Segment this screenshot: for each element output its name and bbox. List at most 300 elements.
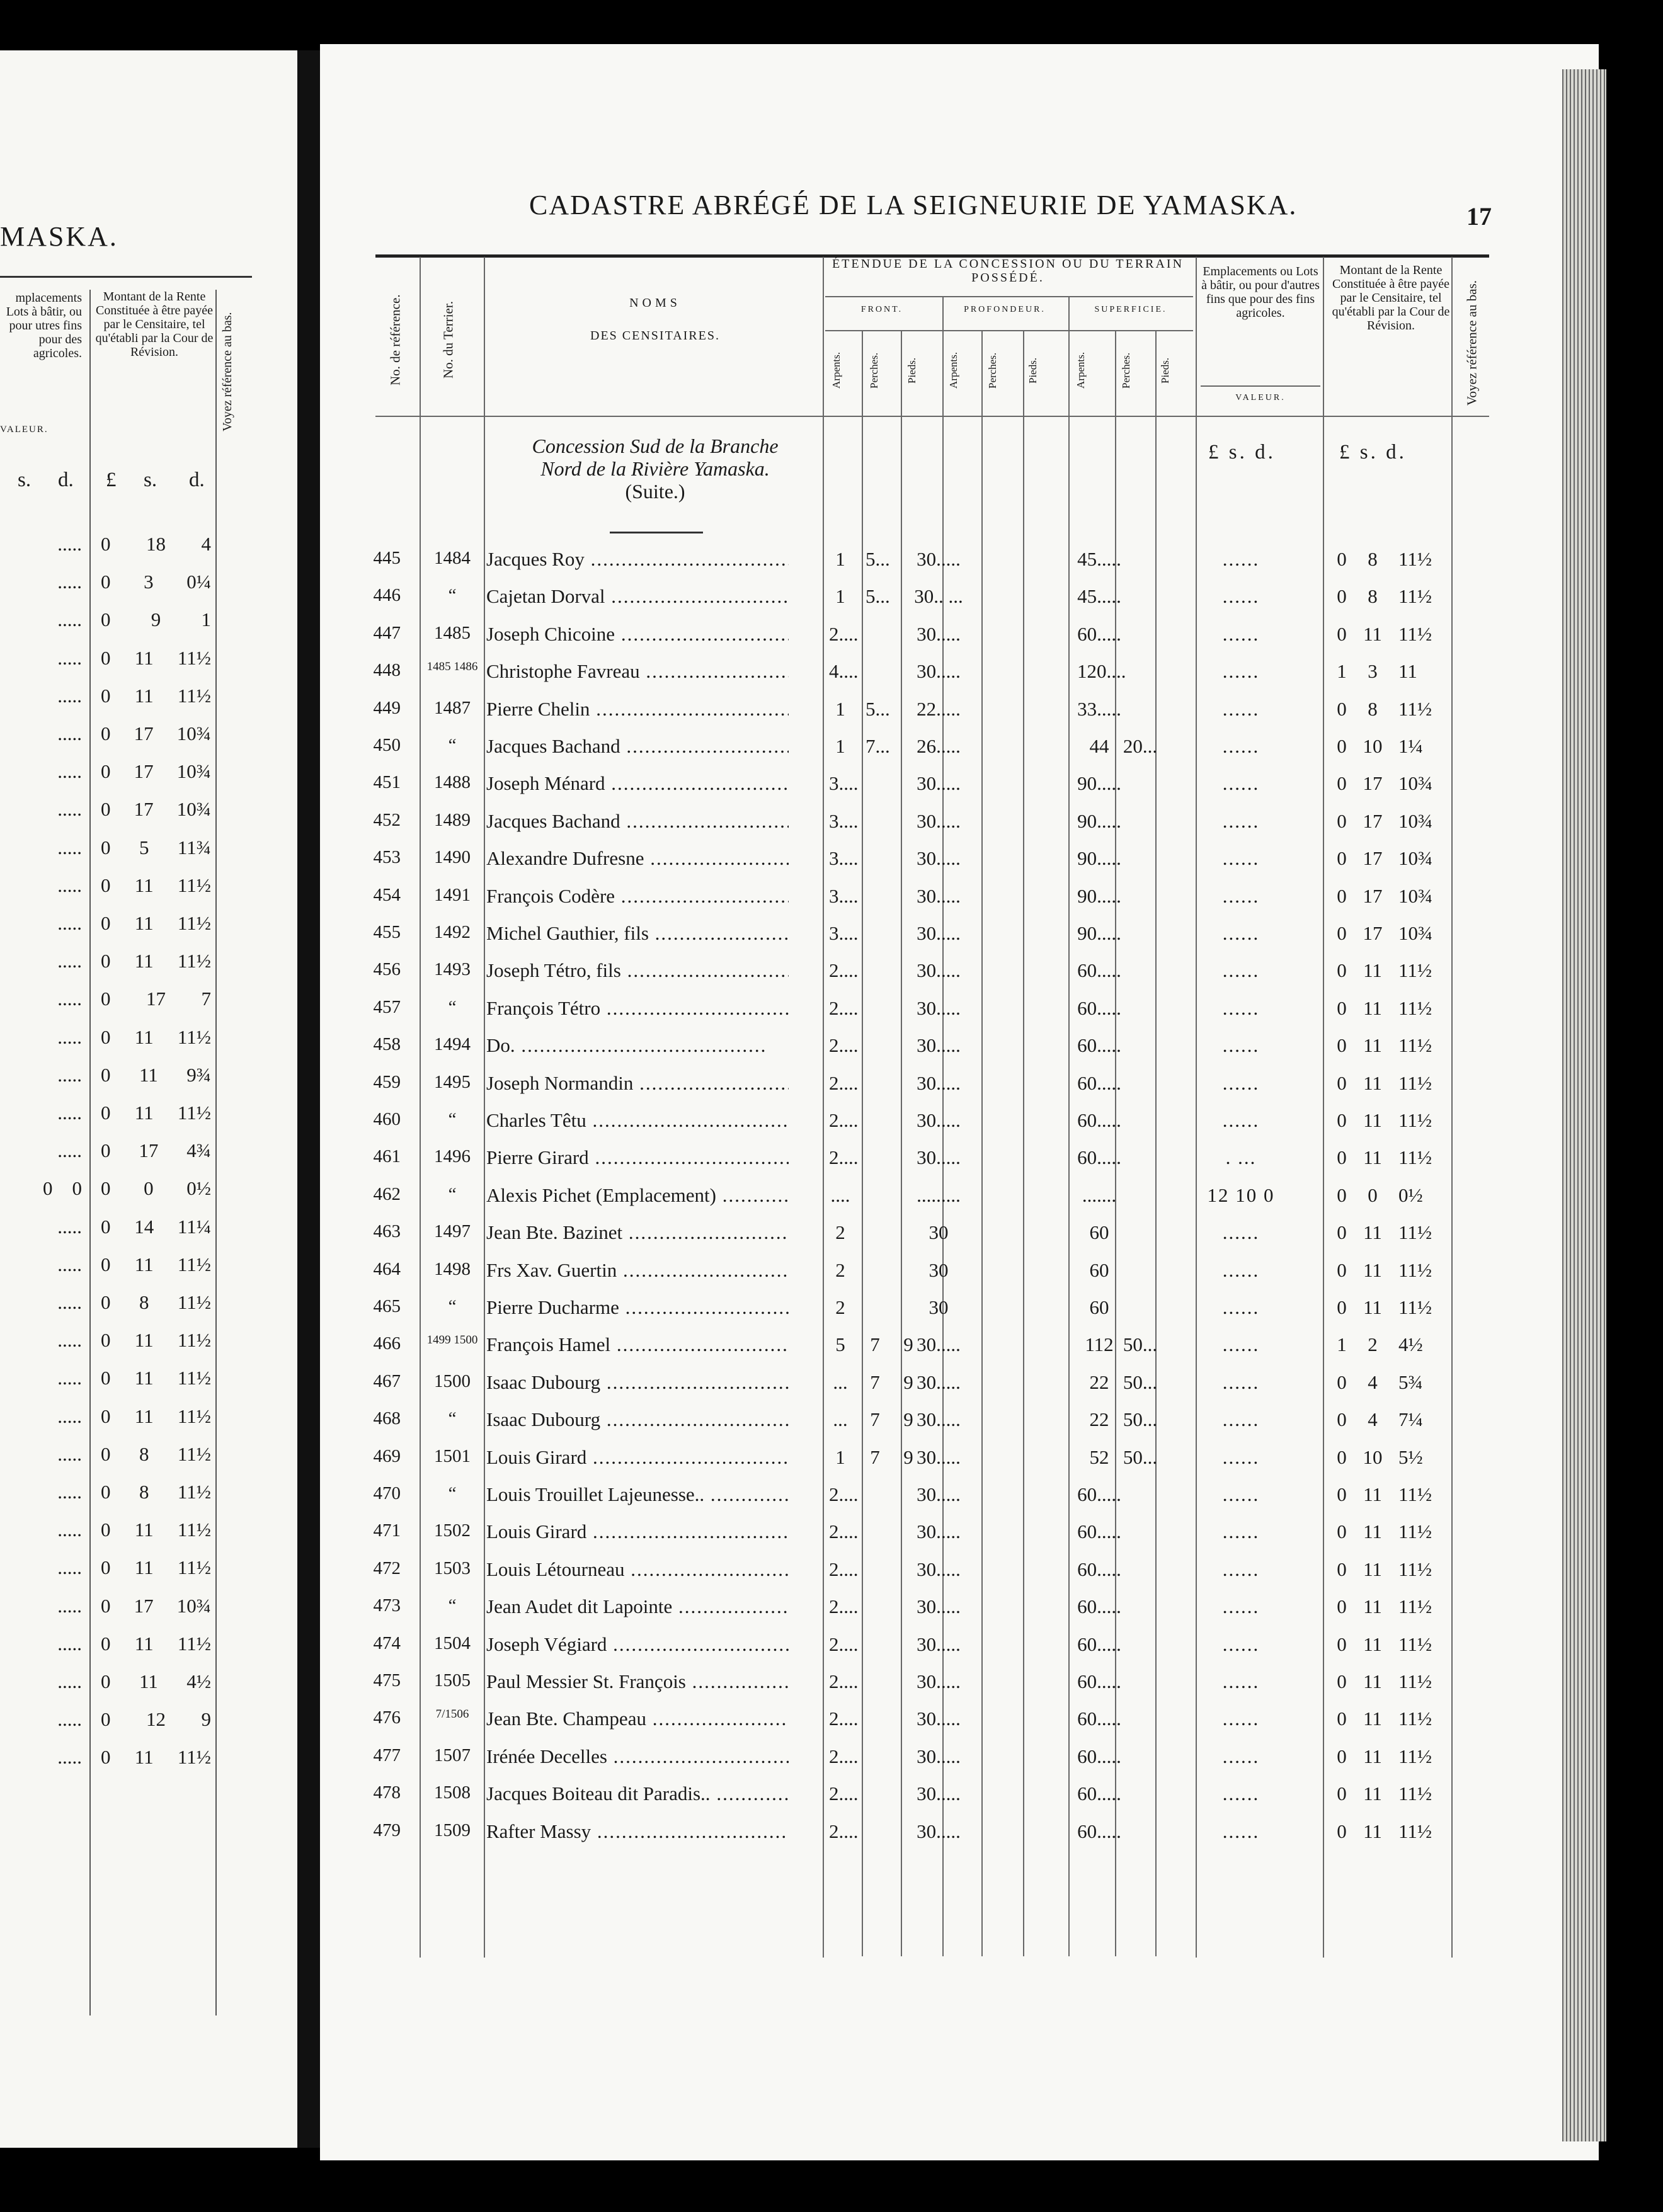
cell-mss: 11 xyxy=(1363,1670,1382,1692)
cell-ter: 1487 xyxy=(434,698,471,718)
cell-md: 11½ xyxy=(1398,1109,1432,1131)
section-heading xyxy=(498,435,813,503)
cell-emp: ...... xyxy=(1222,847,1260,869)
cell-mss: 11 xyxy=(1363,1595,1382,1617)
left-cell-montant: 11 xyxy=(134,1026,154,1048)
cell-fa: 2.... xyxy=(829,1558,859,1580)
cell-pa: 30..... xyxy=(917,1820,961,1842)
cell-sa: 22 xyxy=(1089,1371,1109,1393)
page-title: CADASTRE ABRÉGÉ DE LA SEIGNEURIE DE YAMASKA. xyxy=(529,190,1298,220)
cell-sa: 60..... xyxy=(1077,1633,1121,1655)
cell-ter: 1492 xyxy=(434,922,471,942)
cell-pa: 30..... xyxy=(917,772,961,794)
cell-ref: 451 xyxy=(373,772,401,792)
left-cell-montant: 10¾ xyxy=(176,1595,211,1617)
left-cell-montant: 0 xyxy=(101,760,111,782)
left-cell-montant: 11¾ xyxy=(177,836,211,858)
left-valeur-label: VALEUR. xyxy=(0,425,49,435)
cell-ms: 0 xyxy=(1337,735,1347,757)
cell-fa: 2 xyxy=(835,1259,845,1281)
cell-fa: 2.... xyxy=(829,1782,859,1804)
table-row xyxy=(0,585,1512,623)
header-montant: Montant de la Rente Constituée à être payée par le Censitaire, tel qu'établi par la Cour de Révision. xyxy=(1332,263,1450,333)
cell-fa: 2.... xyxy=(829,623,859,645)
cell-ter: “ xyxy=(448,735,457,755)
left-unit-s2: s. xyxy=(144,469,157,491)
cell-fa: 2.... xyxy=(829,1146,859,1168)
cell-emp: ...... xyxy=(1222,885,1260,907)
left-cell-montant: 0 xyxy=(101,608,111,630)
cell-sa: 90..... xyxy=(1077,922,1121,944)
cell-ter: “ xyxy=(448,997,457,1017)
cell-ter: 1508 xyxy=(434,1782,471,1803)
left-cell-montant: 18 xyxy=(146,533,166,555)
left-cell-montant: 14 xyxy=(134,1216,154,1238)
cell-emp: ...... xyxy=(1222,1595,1260,1617)
cell-md: 11½ xyxy=(1398,1520,1432,1542)
cell-ref: 446 xyxy=(373,585,401,605)
left-cell-montant: 11½ xyxy=(177,1253,211,1275)
cell-ms: 0 xyxy=(1337,1446,1347,1468)
cell-sa: 52 xyxy=(1089,1446,1109,1468)
cell-emp: ...... xyxy=(1222,1072,1260,1094)
cell-emp: ...... xyxy=(1222,959,1260,981)
left-cell-montant: 0 xyxy=(101,722,111,744)
cell-name: Frs Xav. Guertin ..... xyxy=(486,1259,789,1282)
header-prof-arpents: Arpents. xyxy=(947,351,959,389)
cell-sa: 90..... xyxy=(1077,772,1121,794)
left-cell-montant: 0 xyxy=(101,1670,111,1692)
cell-sa: 60..... xyxy=(1077,1745,1121,1767)
cell-md: 11½ xyxy=(1398,1558,1432,1580)
cell-name: Jean Bte. Champeau ..... xyxy=(486,1707,789,1730)
cell-ref: 459 xyxy=(373,1072,401,1092)
cell-sa: 90..... xyxy=(1077,847,1121,869)
cell-md: 11½ xyxy=(1398,1221,1432,1243)
cell-fp: 7... xyxy=(866,735,890,757)
cell-ms: 0 xyxy=(1337,959,1347,981)
cell-emp: ...... xyxy=(1222,698,1260,720)
cell-fp: 7 xyxy=(870,1408,880,1430)
cell-emp: ...... xyxy=(1222,1371,1260,1393)
left-cell-montant: 11½ xyxy=(177,1481,211,1503)
table-row xyxy=(0,1146,1512,1184)
left-cell-montant: 11½ xyxy=(177,874,211,896)
cell-ms: 0 xyxy=(1337,1034,1347,1056)
left-cell-montant: 11 xyxy=(134,685,154,707)
cell-name: Christophe Favreau ..... xyxy=(486,660,789,683)
table-row xyxy=(0,1221,1512,1259)
section-rule xyxy=(610,532,703,533)
header-subrule xyxy=(1201,385,1320,387)
left-row-emplacement: ..... xyxy=(57,1481,82,1503)
cell-pa: 30..... xyxy=(917,1333,961,1355)
left-cell-montant: 11 xyxy=(134,1329,154,1351)
cell-mss: 11 xyxy=(1363,1296,1382,1318)
cell-sa: 90..... xyxy=(1077,810,1121,832)
left-row-emplacement: ..... xyxy=(57,1708,82,1730)
cell-sa: 33..... xyxy=(1077,698,1121,720)
cell-pa: 30..... xyxy=(917,1146,961,1168)
cell-pa: 30..... xyxy=(917,1745,961,1767)
cell-sa: 60..... xyxy=(1077,1483,1121,1505)
header-noms: NOMS xyxy=(629,296,681,310)
left-cell-montant: 11½ xyxy=(177,685,211,707)
header-reference: Voyez référence au bas. xyxy=(1464,280,1480,406)
cell-ref: 476 xyxy=(373,1707,401,1728)
cell-ter: “ xyxy=(448,585,457,605)
table-row xyxy=(0,1558,1512,1596)
cell-ms: 0 xyxy=(1337,1633,1347,1655)
cell-fa: 1 xyxy=(835,585,845,607)
cell-name: Charles Têtu ..... xyxy=(486,1109,789,1132)
cell-mss: 11 xyxy=(1363,1520,1382,1542)
cell-pa: 30..... xyxy=(917,1670,961,1692)
cell-sa: 60..... xyxy=(1077,1707,1121,1730)
cell-ms: 0 xyxy=(1337,1558,1347,1580)
cell-name: François Hamel ..... xyxy=(486,1333,789,1356)
table-row xyxy=(0,1446,1512,1484)
cell-sa: 60 xyxy=(1089,1259,1109,1281)
cell-pa: 30..... xyxy=(917,1558,961,1580)
cell-emp: ...... xyxy=(1222,1633,1260,1655)
cell-ms: 1 xyxy=(1337,1333,1347,1355)
table-row xyxy=(0,997,1512,1035)
left-cell-montant: 12 xyxy=(146,1708,166,1730)
cell-fa: 2 xyxy=(835,1296,845,1318)
cell-fa: 2.... xyxy=(829,1633,859,1655)
left-header-rule xyxy=(0,276,252,278)
left-row-emplacement: ..... xyxy=(57,1291,82,1313)
cell-ter: 1484 xyxy=(434,548,471,568)
left-cell-montant: 0 xyxy=(101,533,111,555)
cell-ms: 0 xyxy=(1337,1184,1347,1206)
left-cell-montant: 11 xyxy=(139,1670,158,1692)
cell-name: Louis Létourneau ..... xyxy=(486,1558,789,1581)
cell-ms: 0 xyxy=(1337,623,1347,645)
cell-pa: 30..... xyxy=(917,885,961,907)
table-row xyxy=(0,1034,1512,1072)
header-prof-pieds: Pieds. xyxy=(1027,357,1039,384)
cell-md: 11½ xyxy=(1398,959,1432,981)
header-ref: No. de référence. xyxy=(387,294,403,386)
cell-ter: 1490 xyxy=(434,847,471,867)
cell-md: 5¾ xyxy=(1398,1371,1423,1393)
cell-name: Cajetan Dorval ..... xyxy=(486,585,789,608)
cell-name: François Codère ..... xyxy=(486,885,789,908)
cell-name: Michel Gauthier, fils ..... xyxy=(486,922,789,945)
cell-emp: 12 10 0 xyxy=(1207,1184,1275,1206)
cell-pa: 30..... xyxy=(917,847,961,869)
left-cell-montant: 0 xyxy=(101,1026,111,1048)
cell-emp: ...... xyxy=(1222,1221,1260,1243)
left-cell-montant: 11½ xyxy=(177,1556,211,1578)
cell-md: 11½ xyxy=(1398,1782,1432,1804)
cell-emp: ...... xyxy=(1222,1558,1260,1580)
cell-md: 11½ xyxy=(1398,1745,1432,1767)
header-front: FRONT. xyxy=(860,305,903,314)
left-cell-montant: 0 xyxy=(101,1102,111,1124)
cell-md: 5½ xyxy=(1398,1446,1423,1468)
left-cell-montant: 11 xyxy=(134,1556,154,1578)
left-cell-montant: 0 xyxy=(101,1291,111,1313)
header-front-pieds: Pieds. xyxy=(906,357,918,384)
header-front-perches: Perches. xyxy=(868,352,880,389)
cell-pa: 30..... xyxy=(917,1072,961,1094)
cell-emp: ...... xyxy=(1222,735,1260,757)
cell-fa: 2.... xyxy=(829,997,859,1019)
cell-ref: 461 xyxy=(373,1146,401,1166)
cell-ref: 471 xyxy=(373,1520,401,1541)
cell-sa: 60..... xyxy=(1077,623,1121,645)
left-cell-montant: 11 xyxy=(134,1102,154,1124)
cell-ms: 0 xyxy=(1337,1408,1347,1430)
left-cell-montant: 0 xyxy=(101,912,111,934)
cell-fa: 1 xyxy=(835,735,845,757)
cell-ms: 0 xyxy=(1337,847,1347,869)
left-cell-montant: 4¾ xyxy=(186,1139,211,1161)
cell-fp: 7 xyxy=(870,1333,880,1355)
cell-pa: 30..... xyxy=(917,1595,961,1617)
cell-sa: 60..... xyxy=(1077,1520,1121,1542)
cell-ms: 0 xyxy=(1337,772,1347,794)
left-cell-montant: 11 xyxy=(134,1633,154,1655)
cell-ter: 1505 xyxy=(434,1670,471,1690)
cell-name: Jacques Roy ..... xyxy=(486,548,789,571)
cell-ref: 467 xyxy=(373,1371,401,1391)
cell-ms: 0 xyxy=(1337,698,1347,720)
left-cell-montant: 10¾ xyxy=(176,722,211,744)
cell-emp: ...... xyxy=(1222,1707,1260,1730)
cell-sa: 60..... xyxy=(1077,1072,1121,1094)
left-cell-montant: 17 xyxy=(134,798,154,820)
cell-ref: 456 xyxy=(373,959,401,979)
left-cell-montant: 8 xyxy=(139,1291,149,1313)
left-cell-montant: 11½ xyxy=(177,1026,211,1048)
cell-pa: 30 xyxy=(929,1259,949,1281)
cell-name: Louis Girard ..... xyxy=(486,1446,789,1469)
cell-md: 11½ xyxy=(1398,997,1432,1019)
cell-fa: 2 xyxy=(835,1221,845,1243)
left-row-emplacement: ..... xyxy=(57,836,82,858)
cell-mss: 8 xyxy=(1368,585,1378,607)
cell-emp: ...... xyxy=(1222,1296,1260,1318)
cell-ref: 447 xyxy=(373,623,401,643)
left-row-emplacement: ..... xyxy=(57,1367,82,1389)
cell-pa: 26..... xyxy=(917,735,961,757)
header-terrier: No. du Terrier. xyxy=(440,301,456,379)
table-row xyxy=(0,959,1512,997)
left-cell-montant: 0 xyxy=(101,1216,111,1238)
left-row-emplacement: ..... xyxy=(57,1329,82,1351)
cell-emp: ...... xyxy=(1222,1259,1260,1281)
cell-name: Paul Messier St. François ..... xyxy=(486,1670,789,1693)
section-heading-suite: (Suite.) xyxy=(625,480,685,503)
header-etendue: ÉTENDUE DE LA CONCESSION OU DU TERRAIN POSSÉDÉ. xyxy=(832,257,1184,285)
left-cell-montant: 11½ xyxy=(177,1746,211,1768)
cell-emp: ...... xyxy=(1222,1483,1260,1505)
left-row-emplacement: ..... xyxy=(57,950,82,972)
table-row xyxy=(0,885,1512,923)
cell-ref: 465 xyxy=(373,1296,401,1316)
cell-emp: ...... xyxy=(1222,810,1260,832)
cell-name: Jacques Bachand ..... xyxy=(486,810,789,833)
cell-mss: 10 xyxy=(1363,735,1383,757)
left-cell-montant: 0 xyxy=(101,1177,111,1199)
cell-fa: 2.... xyxy=(829,1707,859,1730)
cell-mss: 11 xyxy=(1363,997,1382,1019)
left-row-emplacement: 0 0 xyxy=(43,1177,82,1199)
cell-md: 11½ xyxy=(1398,1146,1432,1168)
left-row-emplacement: ..... xyxy=(57,1746,82,1768)
left-cell-montant: 0 xyxy=(101,1595,111,1617)
left-cell-montant: 0 xyxy=(101,874,111,896)
cell-fd: 9 xyxy=(903,1333,913,1355)
left-row-emplacement: ..... xyxy=(57,912,82,934)
header-valeur: VALEUR. xyxy=(1235,393,1286,402)
montant-units: £ s. d. xyxy=(1339,441,1407,464)
left-cell-montant: 0 xyxy=(101,685,111,707)
table-row xyxy=(0,1296,1512,1334)
cell-md: 11½ xyxy=(1398,1707,1432,1730)
cell-ref: 466 xyxy=(373,1333,401,1354)
cell-emp: ...... xyxy=(1222,1446,1260,1468)
cell-ref: 452 xyxy=(373,810,401,830)
cell-pa: 30..... xyxy=(917,1707,961,1730)
table-row xyxy=(0,1408,1512,1446)
left-cell-montant: 17 xyxy=(134,760,154,782)
left-cell-montant: 10¾ xyxy=(176,798,211,820)
left-cell-montant: 0 xyxy=(101,571,111,593)
cell-ref: 478 xyxy=(373,1782,401,1803)
cell-emp: ...... xyxy=(1222,1782,1260,1804)
left-cell-montant: 10¾ xyxy=(176,760,211,782)
cell-fa: 2.... xyxy=(829,1670,859,1692)
cell-ms: 0 xyxy=(1337,1259,1347,1281)
table-row xyxy=(0,1483,1512,1521)
cell-fa: 2.... xyxy=(829,1483,859,1505)
cell-pa: 30.. ... xyxy=(914,585,963,607)
cell-fa: 2.... xyxy=(829,1745,859,1767)
cell-sa: 44 xyxy=(1089,735,1109,757)
cell-ms: 0 xyxy=(1337,922,1347,944)
cell-ref: 445 xyxy=(373,548,401,568)
left-row-emplacement: ..... xyxy=(57,647,82,669)
cell-fa: 1 xyxy=(835,548,845,570)
left-cell-montant: 11 xyxy=(134,1405,154,1427)
cell-md: 10¾ xyxy=(1398,772,1433,794)
cell-ref: 458 xyxy=(373,1034,401,1054)
cell-fd: 9 xyxy=(903,1371,913,1393)
left-row-emplacement: ..... xyxy=(57,1253,82,1275)
cell-sp: 50... xyxy=(1123,1446,1158,1468)
left-row-emplacement: ..... xyxy=(57,760,82,782)
left-cell-montant: 11 xyxy=(134,1519,154,1541)
cell-md: 11 xyxy=(1398,660,1417,682)
cell-fa: 3.... xyxy=(829,810,859,832)
cell-sa: 22 xyxy=(1089,1408,1109,1430)
table-row xyxy=(0,660,1512,698)
cell-sa: 60..... xyxy=(1077,1109,1121,1131)
cell-fa: ... xyxy=(833,1408,848,1430)
left-cell-montant: 11½ xyxy=(177,912,211,934)
cell-ter: 1504 xyxy=(434,1633,471,1653)
left-page-title-fragment: MASKA. xyxy=(0,221,118,252)
cell-pa: 30..... xyxy=(917,810,961,832)
cell-sa: 60 xyxy=(1089,1221,1109,1243)
left-unit-d: d. xyxy=(58,469,74,491)
left-row-emplacement: ..... xyxy=(57,1595,82,1617)
left-row-emplacement: ..... xyxy=(57,1443,82,1465)
cell-fd: 9 xyxy=(903,1408,913,1430)
cell-ref: 453 xyxy=(373,847,401,867)
cell-pa: 30..... xyxy=(917,1483,961,1505)
cell-name: François Tétro ..... xyxy=(486,997,789,1020)
left-cell-montant: 17 xyxy=(139,1139,159,1161)
cell-md: 11½ xyxy=(1398,1595,1432,1617)
cell-ms: 0 xyxy=(1337,585,1347,607)
left-col-montant-header: Montant de la Rente Constituée à être payée par le Censitaire, tel qu'établi par la Cour de Révision. xyxy=(95,290,214,359)
cell-sa: 120.... xyxy=(1077,660,1126,682)
cell-name: Jean Bte. Bazinet ..... xyxy=(486,1221,789,1244)
cell-mss: 11 xyxy=(1363,1745,1382,1767)
cell-ref: 449 xyxy=(373,698,401,718)
cell-mss: 11 xyxy=(1363,959,1382,981)
left-row-emplacement: ..... xyxy=(57,1026,82,1048)
cell-name: Louis Trouillet Lajeunesse.. ..... xyxy=(486,1483,789,1506)
left-row-emplacement: ..... xyxy=(57,533,82,555)
cell-mss: 17 xyxy=(1363,772,1383,794)
left-cell-montant: 0 xyxy=(101,1481,111,1503)
cell-pa: 22..... xyxy=(917,698,961,720)
cell-mss: 4 xyxy=(1368,1408,1378,1430)
left-cell-montant: 0 xyxy=(101,1708,111,1730)
table-row xyxy=(0,1782,1512,1820)
cell-sa: 45..... xyxy=(1077,548,1121,570)
cell-ref: 474 xyxy=(373,1633,401,1653)
left-cell-montant: 9¾ xyxy=(186,1064,211,1086)
cell-ref: 462 xyxy=(373,1184,401,1204)
cell-name: Rafter Massy ..... xyxy=(486,1820,789,1843)
cell-emp: ...... xyxy=(1222,1109,1260,1131)
left-cell-montant: 0 xyxy=(101,836,111,858)
cell-ter: 1488 xyxy=(434,772,471,792)
cell-fd: 9 xyxy=(903,1446,913,1468)
cell-pa: 30..... xyxy=(917,548,961,570)
cell-mss: 11 xyxy=(1363,1483,1382,1505)
table-row xyxy=(0,1670,1512,1708)
cell-ter: 1503 xyxy=(434,1558,471,1578)
table-row xyxy=(0,623,1512,661)
cell-ms: 0 xyxy=(1337,810,1347,832)
cell-md: 4½ xyxy=(1398,1333,1423,1355)
cell-ter: 1489 xyxy=(434,810,471,830)
left-cell-montant: 11½ xyxy=(177,1291,211,1313)
cell-ter: “ xyxy=(448,1408,457,1428)
cell-fp: 5... xyxy=(866,548,890,570)
cell-sp: 50... xyxy=(1123,1408,1158,1430)
cell-mss: 4 xyxy=(1368,1371,1378,1393)
cell-sa: 60..... xyxy=(1077,1782,1121,1804)
cell-fa: 2.... xyxy=(829,1520,859,1542)
cell-fp: 7 xyxy=(870,1446,880,1468)
cell-fa: 2.... xyxy=(829,1072,859,1094)
cell-sa: 60..... xyxy=(1077,1146,1121,1168)
left-cell-montant: 0 xyxy=(101,950,111,972)
cell-ms: 0 xyxy=(1337,1296,1347,1318)
cell-fa: 1 xyxy=(835,1446,845,1468)
cell-fp: 5... xyxy=(866,585,890,607)
